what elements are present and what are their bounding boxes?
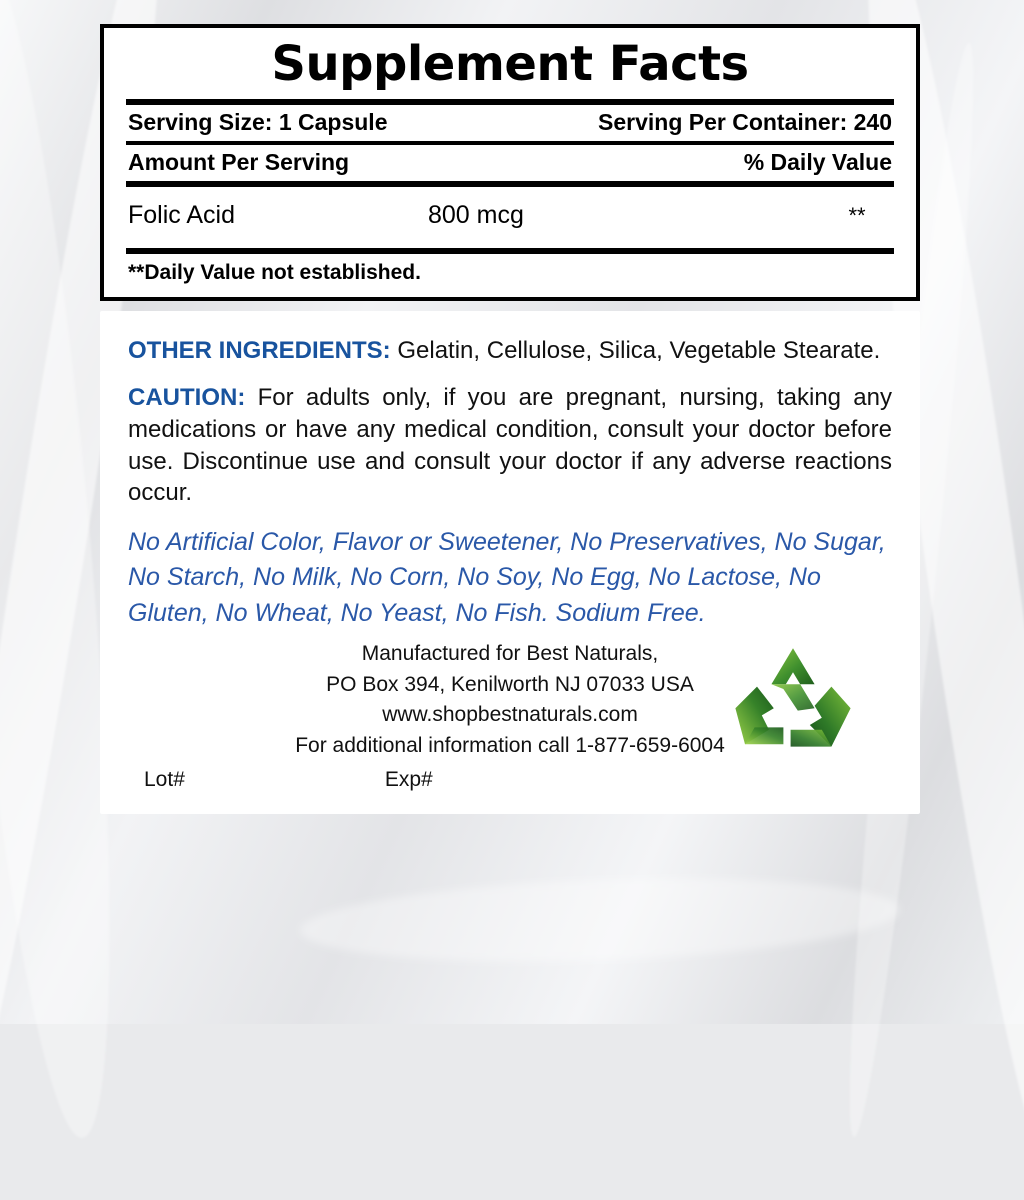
table-row: [126, 187, 894, 248]
daily-value-footnote: **Daily Value not established.: [128, 260, 421, 284]
other-ingredients-text: Gelatin, Cellulose, Silica, Vegetable Stearate.: [390, 336, 881, 364]
daily-value-header: % Daily Value: [743, 148, 892, 175]
product-label: [100, 24, 920, 814]
exp-label: Exp#: [384, 768, 433, 792]
supplement-facts-title: Supplement Facts: [271, 36, 749, 92]
other-ingredients-paragraph: [128, 335, 892, 367]
website: www.shopbestnaturals.com: [382, 703, 638, 727]
manufactured-for: Manufactured for Best Naturals,: [361, 642, 659, 666]
serving-info-row: [126, 105, 894, 141]
caution-text: For adults only, if you are pregnant, nursing, taking any medications or have any medical condition, consult your doctor before use. Discontinue use and consult your doctor if any adverse reactions occur.: [128, 384, 892, 507]
caution-label: CAUTION:: [128, 384, 246, 412]
recycle-icon: [718, 641, 868, 761]
footer-block: [128, 635, 892, 795]
servings-per-container: Serving Per Container: 240: [598, 108, 892, 135]
serving-size: Serving Size: 1 Capsule: [128, 108, 388, 135]
amount-per-serving-header: Amount Per Serving: [128, 148, 350, 175]
nutrient-daily-value: **: [848, 202, 866, 228]
nutrient-amount: 800 mcg: [428, 200, 524, 229]
nutrient-name: Folic Acid: [128, 200, 235, 229]
supplement-facts-panel: [100, 24, 920, 301]
other-ingredients-label: OTHER INGREDIENTS:: [128, 336, 391, 364]
background-highlight: [299, 870, 901, 971]
free-claims-text: No Artificial Color, Flavor or Sweetener, No Preservatives, No Sugar, No Starch, No Milk, No Corn, No Soy, No Egg, No Lactose, No Gluten, No Wheat, No Yeast, No Fish. Sodium Free.: [128, 527, 886, 627]
column-header-row: [126, 145, 894, 181]
lot-label: Lot#: [144, 768, 185, 792]
lot-exp-row: [128, 761, 892, 795]
caution-paragraph: [128, 382, 892, 509]
phone-line: For additional information call 1-877-659-6004: [295, 733, 725, 757]
info-panel: [100, 311, 920, 814]
address: PO Box 394, Kenilworth NJ 07033 USA: [326, 672, 694, 696]
